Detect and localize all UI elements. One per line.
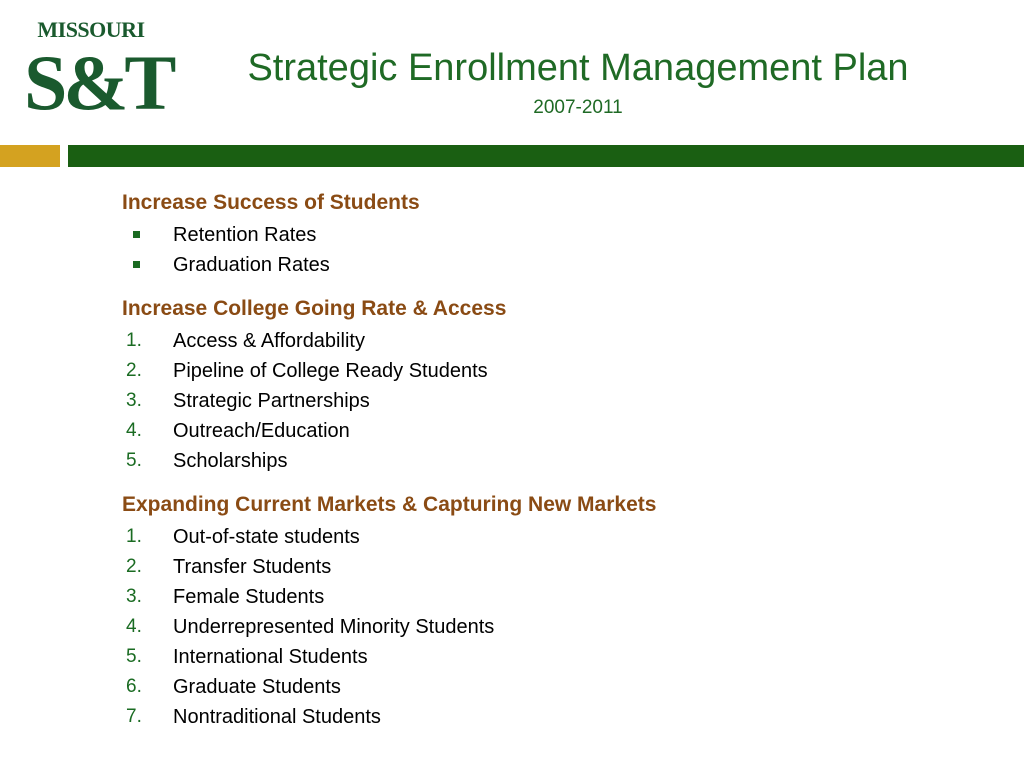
list-item: 6. Graduate Students [122,672,1002,702]
list-number: 1. [126,330,142,351]
section-student-success [122,190,1002,280]
list-item: Retention Rates [122,220,1002,250]
list-item: 4. Outreach/Education [122,416,1002,446]
page-title: Strategic Enrollment Management Plan [247,47,909,89]
section-heading: Increase College Going Rate & Access [122,297,507,320]
list-item: 1. Access & Affordability [122,326,1002,356]
list-item: Graduation Rates [122,250,1002,280]
list-item: 2. Pipeline of College Ready Students [122,356,1002,386]
list-item: 3. Strategic Partnerships [122,386,1002,416]
bullet-list [122,220,1002,280]
list-item: 2. Transfer Students [122,552,1002,582]
list-number: 2. [126,556,142,577]
numbered-list [122,326,1002,476]
list-item: 4. Underrepresented Minority Students [122,612,1002,642]
logo-monogram: S&T [24,39,173,126]
list-number: 5. [126,646,142,667]
section-heading: Increase Success of Students [122,191,420,214]
list-number: 4. [126,420,142,441]
header-green-bar [68,145,1024,167]
list-number: 7. [126,706,142,727]
list-item: 5. Scholarships [122,446,1002,476]
list-item: 7. Nontraditional Students [122,702,1002,732]
numbered-list [122,522,1002,732]
list-number: 1. [126,526,142,547]
list-number: 2. [126,360,142,381]
page-subtitle: 2007-2011 [533,97,623,118]
list-number: 6. [126,676,142,697]
list-number: 3. [126,390,142,411]
list-number: 3. [126,586,142,607]
header-gold-bar [0,145,60,167]
section-heading: Expanding Current Markets & Capturing New Markets [122,493,657,516]
list-item: 3. Female Students [122,582,1002,612]
list-number: 4. [126,616,142,637]
list-item: 1. Out-of-state students [122,522,1002,552]
square-bullet-icon [133,231,140,238]
square-bullet-icon [133,261,140,268]
logo-wordmark: MISSOURI [37,17,145,42]
list-number: 5. [126,450,142,471]
list-item: 5. International Students [122,642,1002,672]
university-logo [24,17,173,126]
section-markets [122,492,1002,732]
section-college-access [122,296,1002,476]
slide-content [122,190,1002,748]
